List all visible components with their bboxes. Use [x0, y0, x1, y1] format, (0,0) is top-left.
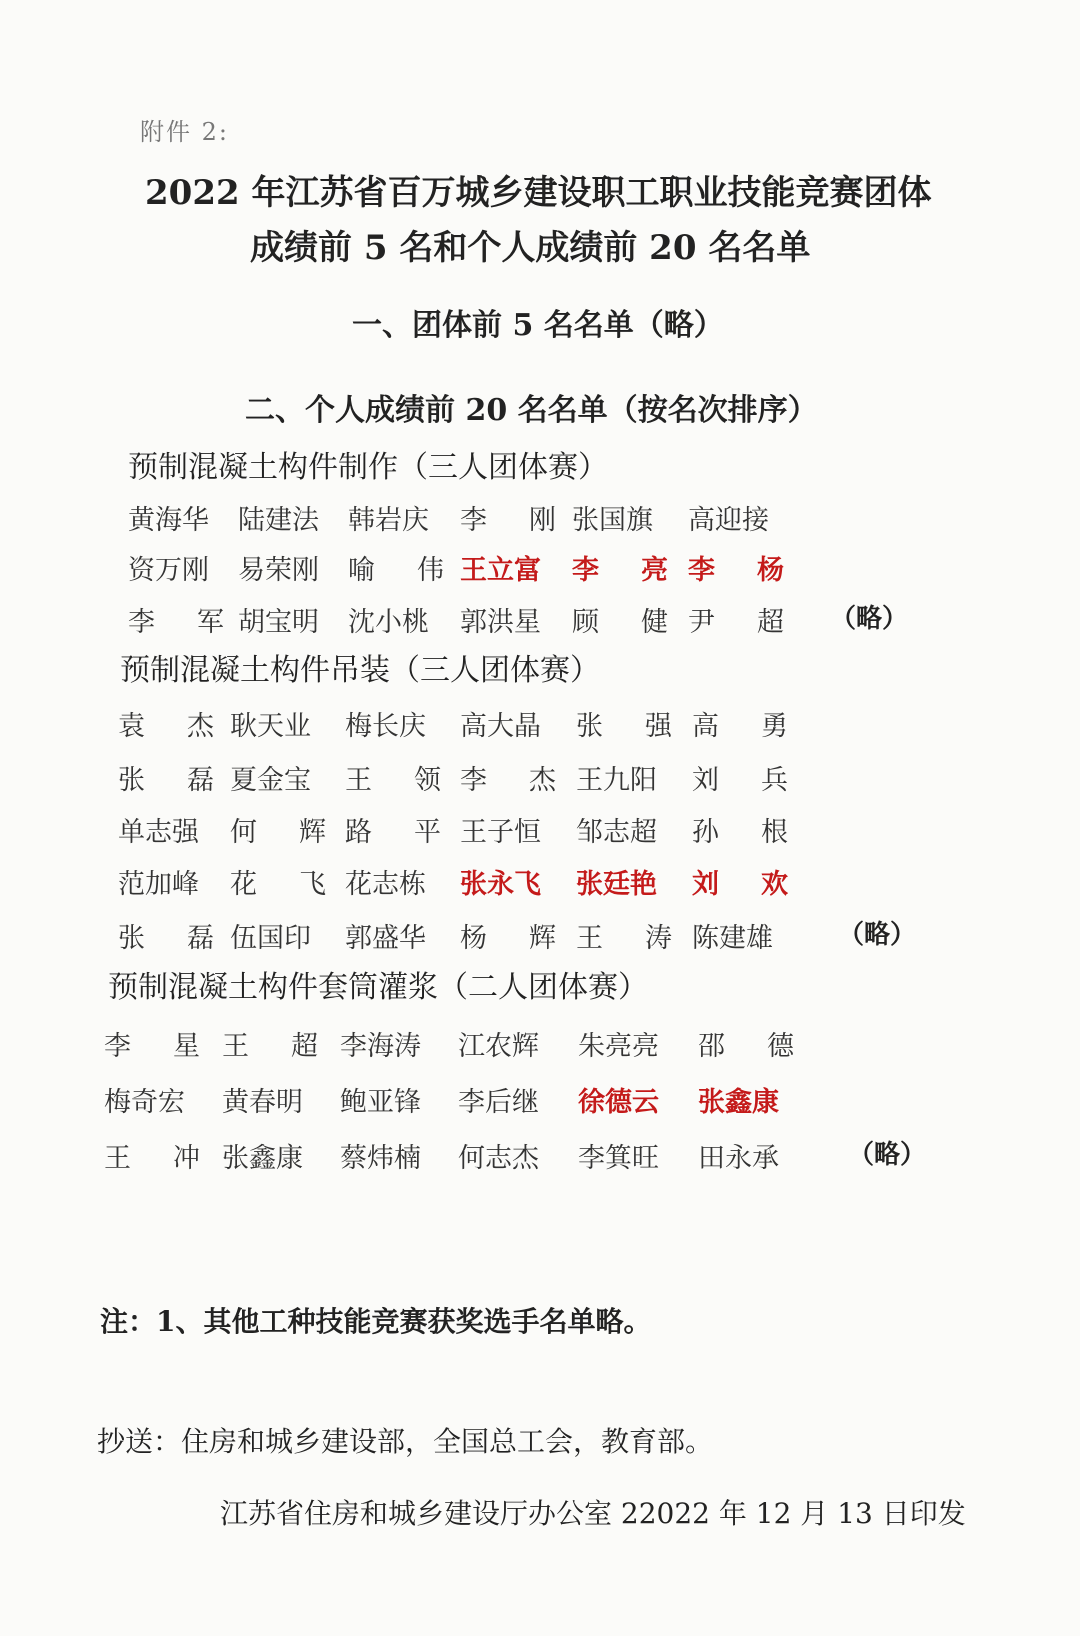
contestant-name: 花志栋	[345, 869, 426, 900]
contestant-name: 王 超	[222, 1031, 318, 1062]
contestant-name: 梅奇宏	[104, 1087, 185, 1118]
contestant-name: 邹志超	[576, 817, 657, 848]
contestant-name: 李海涛	[340, 1031, 421, 1062]
contestant-name: 王 冲	[104, 1143, 200, 1174]
contestant-name: 蔡炜楠	[340, 1143, 421, 1174]
contestant-name: 顾 健	[572, 607, 668, 638]
contestant-name: 郭盛华	[345, 923, 426, 954]
contestant-name: 陆建法	[238, 505, 319, 536]
contestant-name: 李 杨	[688, 555, 784, 586]
section-1-heading: 一、团体前 5 名名单（略）	[352, 308, 724, 343]
omitted-mark: （略）	[848, 1140, 927, 1170]
contestant-name: 黄春明	[222, 1087, 303, 1118]
contestant-name: 胡宝明	[238, 607, 319, 638]
contestant-name: 杨 辉	[460, 923, 556, 954]
contestant-name: 张 磊	[118, 923, 214, 954]
contestant-name: 田永承	[698, 1143, 779, 1174]
contestant-name: 李 刚	[460, 505, 556, 536]
footnote: 注：1、其他工种技能竞赛获奖选手名单略。	[100, 1305, 652, 1338]
contestant-name: 张 强	[576, 711, 672, 742]
issuer-line: 江苏省住房和城乡建设厅办公室 22022 年 12 月 13 日印发	[220, 1497, 966, 1530]
contestant-name: 朱亮亮	[578, 1031, 659, 1062]
contestant-name: 路 平	[345, 817, 441, 848]
contestant-name: 李后继	[458, 1087, 539, 1118]
contestant-name: 高大晶	[460, 711, 541, 742]
contestant-name: 沈小桃	[348, 607, 429, 638]
contestant-name: 尹 超	[688, 607, 784, 638]
contestant-name: 高 勇	[692, 711, 788, 742]
contestant-name: 张鑫康	[222, 1143, 303, 1174]
contestant-name: 耿天业	[230, 711, 311, 742]
omitted-mark: （略）	[830, 604, 909, 634]
document-title-line-2: 成绩前 5 名和个人成绩前 20 名名单	[250, 228, 811, 268]
contestant-name: 张 磊	[118, 765, 214, 796]
contestant-name: 何 辉	[230, 817, 326, 848]
contestant-name: 何志杰	[458, 1143, 539, 1174]
contestant-name: 李 亮	[572, 555, 668, 586]
section-2-heading: 二、个人成绩前 20 名名单（按名次排序）	[245, 393, 818, 428]
contestant-name: 范加峰	[118, 869, 199, 900]
contestant-name: 黄海华	[128, 505, 209, 536]
document-title-line-1: 2022 年江苏省百万城乡建设职工职业技能竞赛团体	[145, 173, 932, 213]
contestant-name: 江农辉	[458, 1031, 539, 1062]
contestant-name: 刘 欢	[692, 869, 788, 900]
contestant-name: 陈建雄	[692, 923, 773, 954]
contestant-name: 高迎接	[688, 505, 769, 536]
contestant-name: 王 领	[345, 765, 441, 796]
contestant-name: 韩岩庆	[348, 505, 429, 536]
contestant-name: 梅长庆	[345, 711, 426, 742]
attachment-label: 附件 2:	[140, 118, 229, 146]
category-heading: 预制混凝土构件制作（三人团体赛）	[128, 450, 608, 485]
contestant-name: 张永飞	[460, 869, 541, 900]
contestant-name: 徐德云	[578, 1087, 659, 1118]
contestant-name: 花 飞	[230, 869, 326, 900]
contestant-name: 王子恒	[460, 817, 541, 848]
category-heading: 预制混凝土构件吊装（三人团体赛）	[120, 653, 600, 688]
contestant-name: 李 军	[128, 607, 224, 638]
contestant-name: 张国旗	[572, 505, 653, 536]
contestant-name: 李 杰	[460, 765, 556, 796]
contestant-name: 李 星	[104, 1031, 200, 1062]
category-heading: 预制混凝土构件套筒灌浆（二人团体赛）	[108, 970, 648, 1005]
contestant-name: 鲍亚锋	[340, 1087, 421, 1118]
contestant-name: 袁 杰	[118, 711, 214, 742]
contestant-name: 伍国印	[230, 923, 311, 954]
contestant-name: 喻 伟	[348, 555, 444, 586]
contestant-name: 邵 德	[698, 1031, 794, 1062]
carbon-copy-line: 抄送：住房和城乡建设部，全国总工会，教育部。	[97, 1425, 714, 1458]
contestant-name: 张廷艳	[576, 869, 657, 900]
contestant-name: 郭洪星	[460, 607, 541, 638]
contestant-name: 单志强	[118, 817, 199, 848]
contestant-name: 王立富	[460, 555, 541, 586]
contestant-name: 孙 根	[692, 817, 788, 848]
contestant-name: 李箕旺	[578, 1143, 659, 1174]
contestant-name: 王 涛	[576, 923, 672, 954]
contestant-name: 资万刚	[128, 555, 209, 586]
contestant-name: 张鑫康	[698, 1087, 779, 1118]
omitted-mark: （略）	[838, 920, 917, 950]
contestant-name: 易荣刚	[238, 555, 319, 586]
contestant-name: 夏金宝	[230, 765, 311, 796]
contestant-name: 刘 兵	[692, 765, 788, 796]
contestant-name: 王九阳	[576, 765, 657, 796]
